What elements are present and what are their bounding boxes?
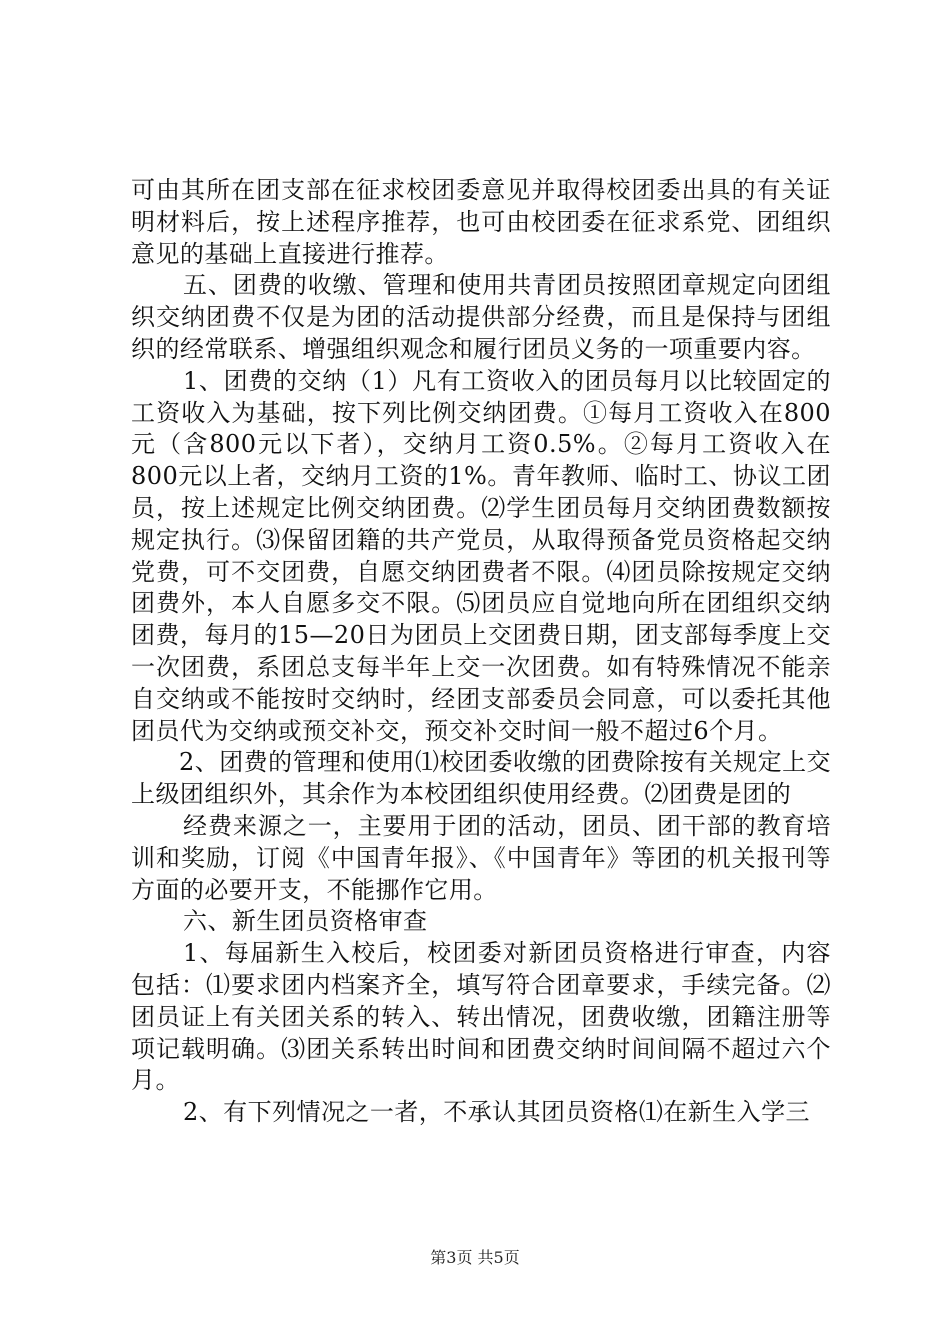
paragraph-section-5-fee-collection: 五、团费的收缴、管理和使用共青团员按照团章规定向团组织交纳团费不仅是为团的活动提供部分经费，而且是保持与团组织的经常联系、增强组织观念和履行团员义务的一项重要内容。 bbox=[131, 271, 831, 363]
paragraph-fee-usage: 经费来源之一，主要用于团的活动，团员、团干部的教育培训和奖励，订阅《中国青年报》、《中国青年》等团的机关报刊等方面的必要开支，不能挪作它用。 bbox=[131, 811, 831, 904]
paragraph-not-recognized: 2、有下列情况之一者，不承认其团员资格⑴在新生入学三 bbox=[183, 1098, 810, 1127]
paragraph-continuation: 可由其所在团支部在征求校团委意见并取得校团委出具的有关证明材料后，按上述程序推荐，也可由校团委在征求系党、团组织意见的基础上直接进行推荐。 bbox=[131, 176, 831, 268]
paragraph-fee-payment: 1、团费的交纳（1）凡有工资收入的团员每月以比较固定的工资收入为基础，按下列比例交纳团费。①每月工资收入在800元（含800元以下者），交纳月工资0.5%。②每月工资收入在800元以上者，交纳月工资的1%。青年教师、临时工、协议工团员，按上述规定比例交纳团费。⑵学生团员每月交纳团费数额按规定执行。⑶保留团籍的共产党员，从取得预备党员资格起交纳党费，可不交团费，自愿交纳团费者不限。⑷团员除按规定交纳团费外，本人自愿多交不限。⑸团员应自觉地向所在团组织交纳团费，每月的15—20日为团员上交团费日期，团支部每季度上交一次团费，系团总支每半年上交一次团费。如有特殊情况不能亲自交纳或不能按时交纳时，经团支部委员会同意，可以委托其他团员代为交纳或预交补交，预交补交时间一般不超过6个月。 bbox=[131, 366, 831, 745]
document-body bbox=[131, 175, 831, 1129]
paragraph-section-6-heading: 六、新生团员资格审查 bbox=[183, 907, 428, 936]
paragraph-qualification-review: 1、每届新生入校后，校团委对新团员资格进行审查，内容包括：⑴要求团内档案齐全，填写符合团章要求，手续完备。⑵团员证上有关团关系的转入、转出情况，团费收缴，团籍注册等项记载明确。⑶团关系转出时间和团费交纳时间间隔不超过六个月。 bbox=[131, 939, 831, 1095]
paragraph-fee-management: 2、团费的管理和使用⑴校团委收缴的团费除按有关规定上交上级团组织外，其余作为本校团组织使用经费。⑵团费是团的 bbox=[131, 748, 831, 809]
page-number-footer: 第3页 共5页 bbox=[430, 1248, 520, 1267]
